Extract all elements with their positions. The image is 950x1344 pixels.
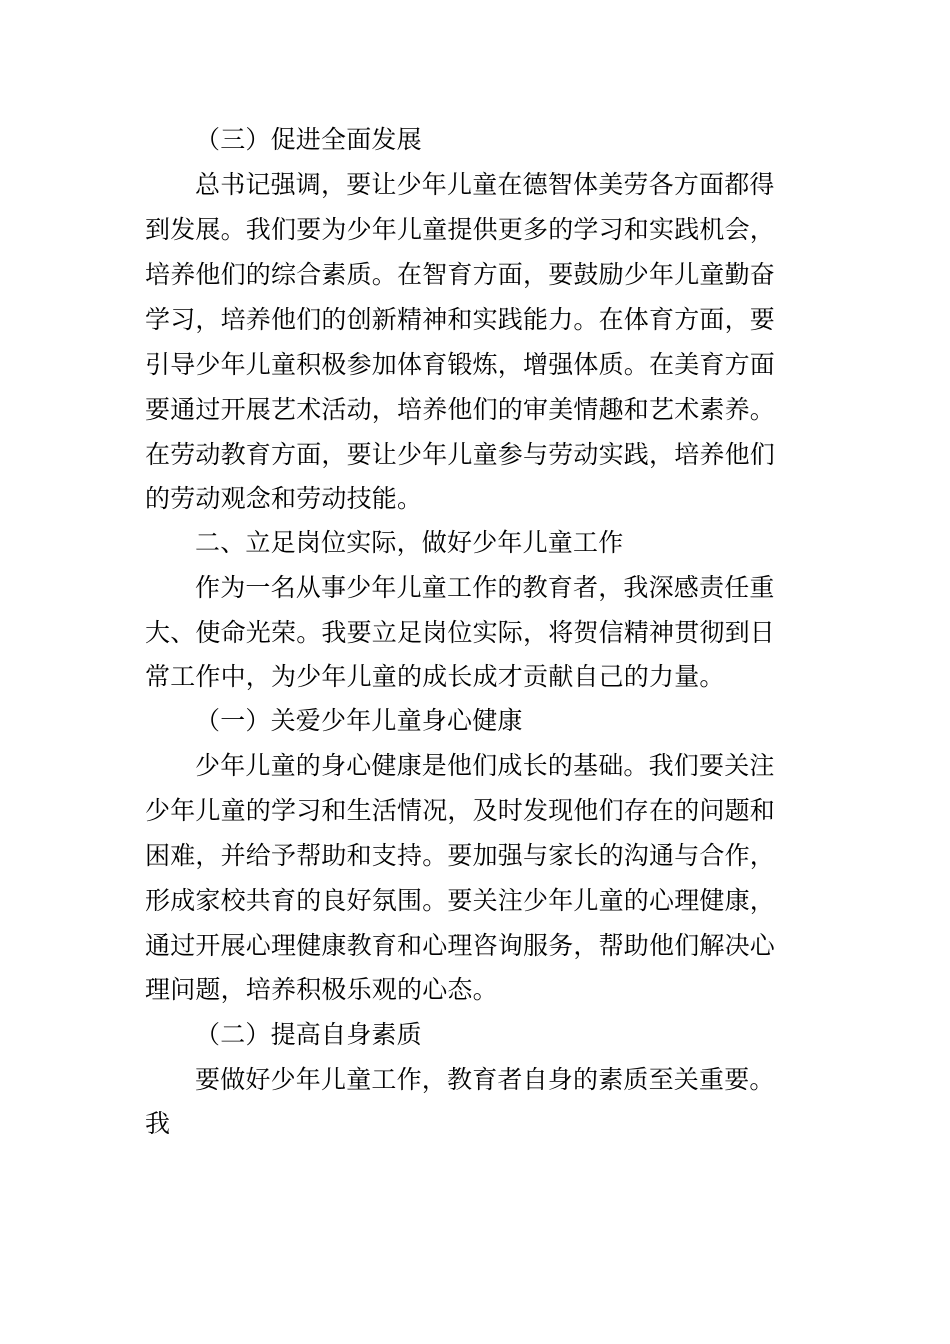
paragraph-line: 大、使命光荣。我要立足岗位实际，将贺信精神贯彻到日	[145, 618, 776, 647]
paragraph-line: 总书记强调，要让少年儿童在德智体美劳各方面都得	[195, 170, 775, 199]
paragraph-line: 我	[145, 1109, 171, 1138]
paragraph-line: 少年儿童的学习和生活情况，及时发现他们存在的问题和	[145, 796, 776, 825]
paragraph-line: 形成家校共育的良好氛围。要关注少年儿童的心理健康，	[145, 886, 776, 915]
paragraph-line: 要通过开展艺术活动，培养他们的审美情趣和艺术素养。	[145, 395, 776, 424]
paragraph-line: 理问题，培养积极乐观的心态。	[145, 975, 498, 1004]
paragraph-line: 作为一名从事少年儿童工作的教育者，我深感责任重	[195, 573, 775, 602]
paragraph-line: 在劳动教育方面，要让少年儿童参与劳动实践，培养他们	[145, 440, 776, 469]
subsection-heading-1: （一）关爱少年儿童身心健康	[195, 706, 523, 735]
paragraph-line: 通过开展心理健康教育和心理咨询服务，帮助他们解决心	[145, 931, 776, 960]
paragraph-line: 引导少年儿童积极参加体育锻炼，增强体质。在美育方面	[145, 350, 776, 379]
paragraph-line: 的劳动观念和劳动技能。	[145, 484, 423, 513]
paragraph-line: 到发展。我们要为少年儿童提供更多的学习和实践机会，	[145, 215, 776, 244]
paragraph-line: 困难，并给予帮助和支持。要加强与家长的沟通与合作，	[145, 841, 776, 870]
section-heading-3: （三）促进全面发展	[195, 125, 422, 154]
subsection-heading-2: （二）提高自身素质	[195, 1020, 422, 1049]
section-heading-2: 二、立足岗位实际，做好少年儿童工作	[195, 528, 624, 557]
paragraph-line: 学习，培养他们的创新精神和实践能力。在体育方面，要	[145, 305, 776, 334]
paragraph-line: 少年儿童的身心健康是他们成长的基础。我们要关注	[195, 751, 775, 780]
paragraph-line: 要做好少年儿童工作，教育者自身的素质至关重要。	[195, 1065, 775, 1094]
paragraph-line: 培养他们的综合素质。在智育方面，要鼓励少年儿童勤奋	[145, 260, 776, 289]
paragraph-line: 常工作中，为少年儿童的成长成才贡献自己的力量。	[145, 662, 725, 691]
